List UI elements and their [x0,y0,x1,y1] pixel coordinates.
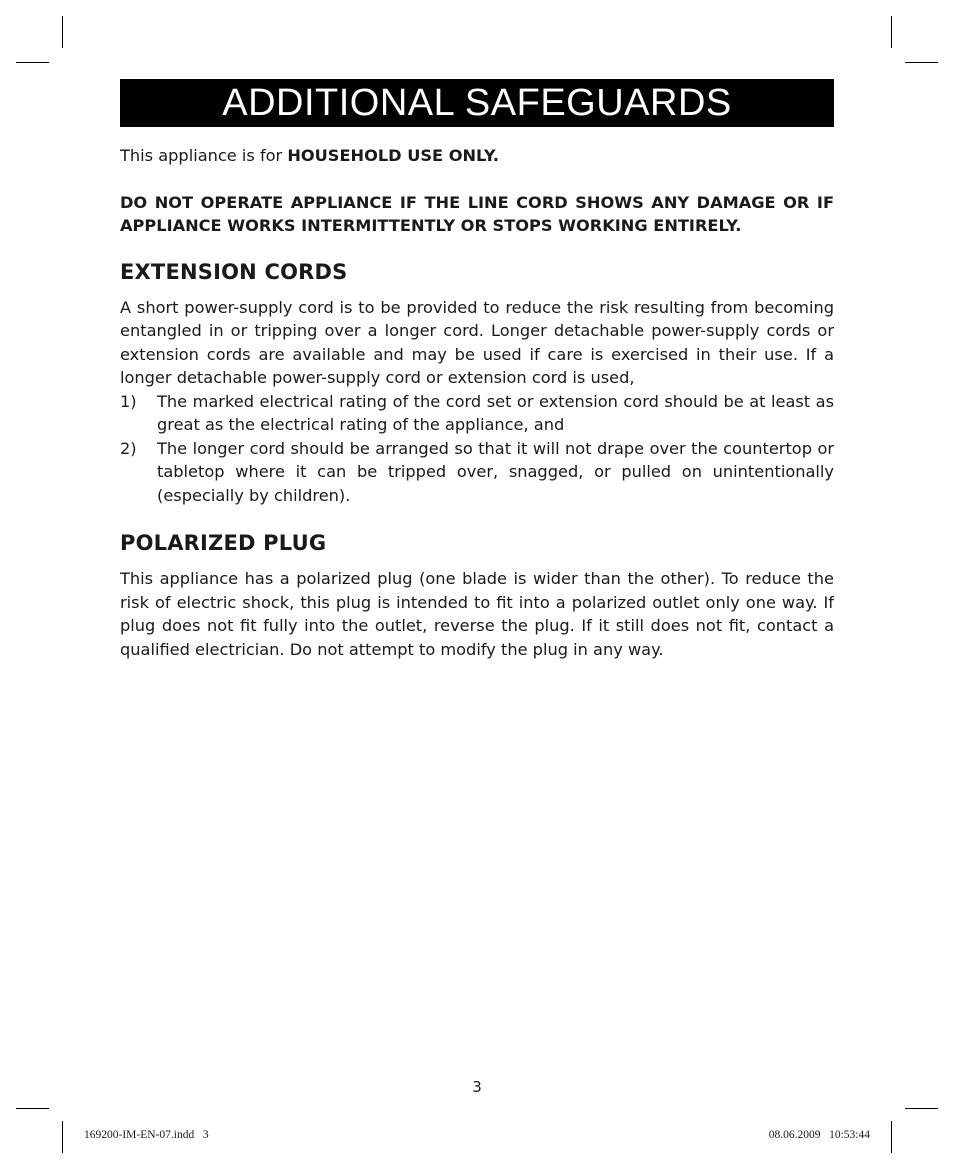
crop-mark [62,16,63,48]
crop-mark [16,62,49,63]
crop-mark [905,1108,938,1109]
extension-cords-list [120,390,834,508]
intro-text: This appliance is for [120,146,288,165]
list-item-text: The marked electrical rating of the cord set or extension cord should be at least as great as the electrical rating of the appliance, and [157,391,834,434]
polarized-plug-body: This appliance has a polarized plug (one blade is wider than the other). To reduce the risk of electric shock, this plug is intended to fit into a polarized outlet only one way. If plug does not fit fully into the outlet, reverse the plug. If it still does not fit, contact a qualified electrician. Do not attempt to modify the plug in any way. [120,569,834,659]
list-item-number: 2) [120,438,137,458]
polarized-plug-heading: POLARIZED PLUG [120,531,327,555]
extension-cords-heading: EXTENSION CORDS [120,259,348,284]
extension-cords-body: A short power-supply cord is to be provided to reduce the risk resulting from becoming entangled in or tripping over a longer cord. Longer detachable power-supply cords or extension cords are available and may be used if care is exercised in their use. If a longer detachable power-supply cord or extension cord is used, [120,297,834,387]
warning-paragraph [120,191,834,238]
page-number: 3 [472,1078,482,1096]
document-body [120,144,834,661]
intro-paragraph [120,144,834,168]
crop-mark [16,1108,49,1109]
crop-mark [891,16,892,48]
list-item-text: The longer cord should be arranged so that it will not drape over the countertop or tabletop where it can be tripped over, snagged, or pulled on unintentionally (especially by children). [157,438,834,505]
page-title: ADDITIONAL SAFEGUARDS [222,81,732,124]
list-item [120,437,834,508]
file-slug: 169200-IM-EN-07.indd 3 [84,1129,209,1141]
crop-mark [891,1121,892,1153]
list-item-number: 1) [120,391,137,411]
list-item [120,390,834,437]
intro-emphasis: HOUSEHOLD USE ONLY. [287,146,500,165]
warning-text: DO NOT OPERATE APPLIANCE IF THE LINE CORD SHOWS ANY DAMAGE OR IF APPLIANCE WORKS INTERMITTENTLY OR STOPS WORKING ENTIRELY. [120,192,834,235]
crop-mark [62,1121,63,1153]
crop-mark [905,62,938,63]
date-slug: 08.06.2009 10:53:44 [768,1129,870,1141]
page-title-banner [120,79,834,127]
